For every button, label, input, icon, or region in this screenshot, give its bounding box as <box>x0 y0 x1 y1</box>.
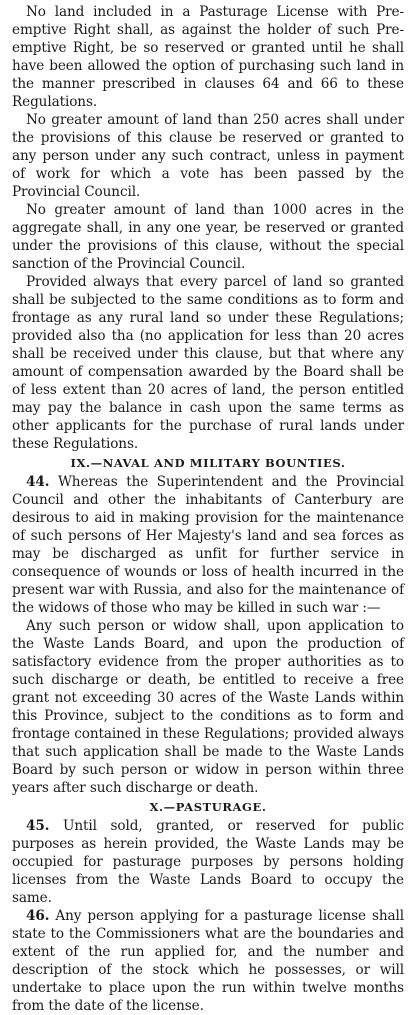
clause-44-number: 44. <box>26 474 50 490</box>
clause-46 <box>12 907 404 1015</box>
section-heading-ix: IX.—NAVAL AND MILITARY BOUNTIES. <box>70 456 346 470</box>
paragraph-widow-application: Any such person or widow shall, upon application to the Waste Lands Board, and upon the production of satisfactory evidence from the proper authorities as to such discharge or death, be entitled to receive a free grant not exceeding 30 acres of the Waste Lands within this Province, subject to the conditions as to form and frontage contained in these Regulations; provided always that such application shall be made to the Waste Lands Board by such person or widow in person within three years after such discharge or death. <box>12 618 404 796</box>
section-heading-x: X.—PASTURAGE. <box>149 800 267 814</box>
paragraph-250-acres: No greater amount of land than 250 acres shall under the provisions of this clause be reserved or granted to any person under any such contract, unless in payment of work for which a vote has been passed by the Provincial Council. <box>12 112 404 200</box>
clause-44-text: Whereas the Superintendent and the Provincial Council and other the inhabitants of Canterbury are desirous to aid in making provision for the maintenance of such persons of Her Majesty's land and sea forces as may be discharged as unfit for further service in consequence of wounds or loss of health incurred in the present war with Russia, and also for the maintenance of the widows of those who may be killed in such war :— <box>12 474 404 616</box>
paragraph-provided-always: Provided always that every parcel of land so granted shall be subjected to the same conditions as to form and frontage as any rural land so under these Regulations; provided also tha (no application for less than 20 acres shall be received under this clause, but that where any amount of compensation awarded by the Board shall be of less extent than 20 acres of land, the person entitled may pay the balance in cash upon the same terms as other applicants for the purchase of rural lands under these Regulations. <box>12 274 404 452</box>
clause-45 <box>12 817 404 907</box>
clause-46-text: Any person applying for a pasturage license shall state to the Commissioners what are the boundaries and extent of the run applied for, and the number and description of the stock which he possesses, or will undertake to place upon the run within twelve months from the date of the license. <box>12 908 404 1014</box>
clause-45-number: 45. <box>26 818 50 834</box>
paragraph-1000-acres: No greater amount of land than 1000 acres in the aggregate shall, in any one year, be reserved or granted under the provisions of this clause, without the special sanction of the Provincial Council. <box>12 202 404 272</box>
paragraph-pre-emptive-right: No land included in a Pasturage License with Pre-emptive Right shall, as against the holder of such Pre-emptive Right, be so reserved or granted until he shall have been allowed the option of purchasing such land in the manner prescribed in clauses 64 and 66 to these Regulations. <box>12 4 404 110</box>
clause-46-number: 46. <box>26 908 50 924</box>
clause-45-text: Until sold, granted, or reserved for public purposes as herein provided, the Waste Lands may be occupied for pasturage purposes by persons holding licenses from the Waste Lands Board to occupy the same. <box>12 818 405 906</box>
clause-44 <box>12 473 404 617</box>
